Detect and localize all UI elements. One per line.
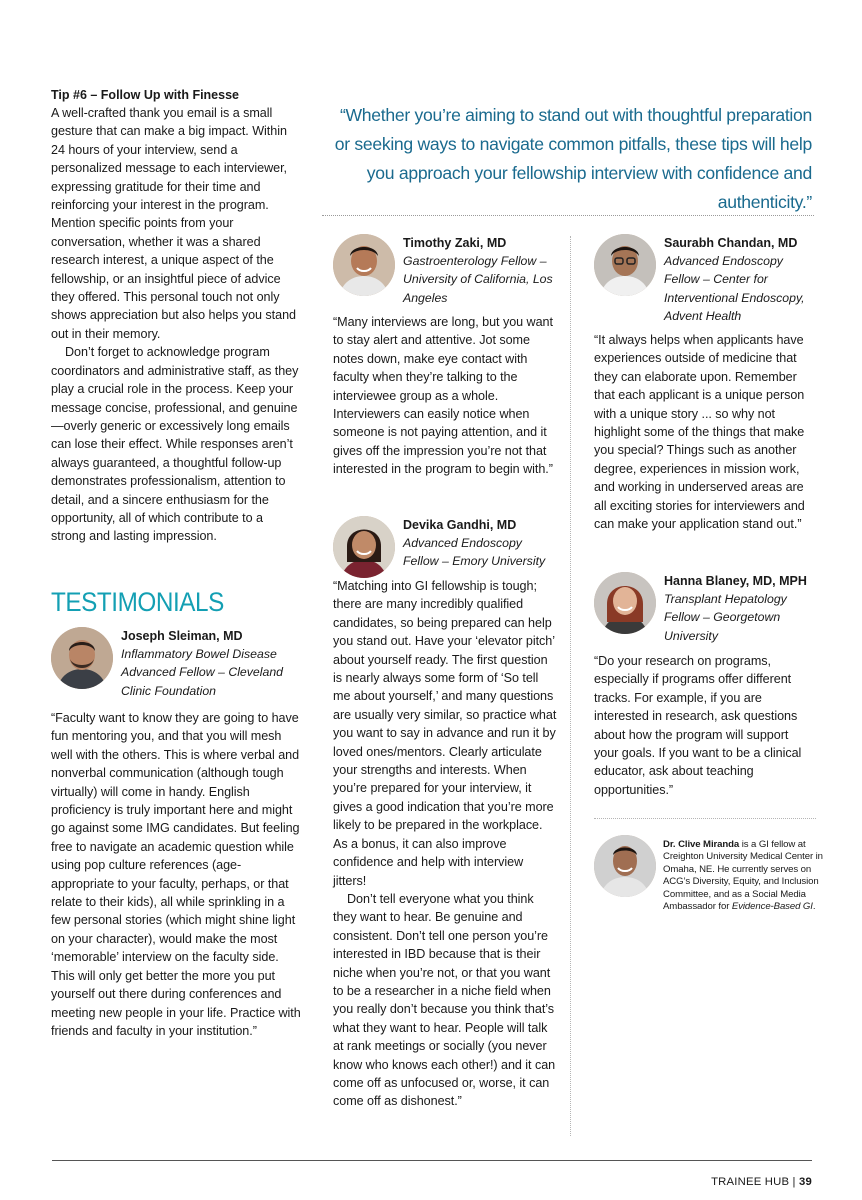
pull-quote: “Whether you’re aiming to stand out with thoughtful preparation or seeking ways to navigate common pitfalls, these tips will help you approach your fellowship interview with confidence and authenticity.” — [334, 105, 812, 212]
footer-rule — [52, 1160, 812, 1161]
author-bio-end: . — [812, 901, 816, 913]
testimonial-name: Devika Gandhi, MD — [403, 518, 517, 532]
footer-section: TRAINEE HUB — [711, 1176, 790, 1188]
avatar — [333, 516, 395, 578]
author-text — [663, 839, 823, 913]
testimonial-timothy-zaki — [333, 234, 557, 479]
testimonial-saurabh-chandan — [594, 234, 816, 533]
author-photo-icon — [594, 835, 656, 897]
testimonial-name: Hanna Blaney, MD, MPH — [664, 574, 807, 588]
testimonial-role: Advanced Endoscopy Fellow – Center for Interventional Endoscopy, Advent Health — [664, 254, 805, 324]
testimonial-name: Joseph Sleiman, MD — [121, 629, 243, 643]
author-name: Dr. Clive Miranda — [663, 839, 740, 850]
avatar — [594, 835, 656, 897]
divider — [322, 215, 814, 216]
testimonial-name: Saurabh Chandan, MD — [664, 236, 798, 250]
avatar — [333, 234, 395, 296]
testimonial-quote: “It always helps when applicants have experiences outside of medicine that they can elaborate upon. Remember that each applicant is a unique person with a unique story ... so why not highlight some of the things that make you special? Things such as another degree, experiences in mission work, and working in underserved areas are all exciting stories for interviewers and can make your application stand out.” — [594, 333, 805, 532]
avatar — [594, 234, 656, 296]
testimonial-role: Advanced Endoscopy Fellow – Emory University — [403, 536, 546, 569]
testimonial-role: Transplant Hepatology Fellow – Georgetown University — [664, 592, 787, 643]
footer-separator: | — [789, 1176, 800, 1188]
tip-paragraph-2: Don’t forget to acknowledge program coordinators and administrative staff, as they play a crucial role in the process. Keep your message concise, professional, and genuine—overly generic or excessively long emails can lose their effect. While responses aren’t always guaranteed, a thoughtful follow-up demonstrates professionalism, attention to detail, and a sincere enthusiasm for the opportunity, all of which contribute to a strong and lasting impression. — [51, 345, 299, 544]
testimonial-quote: “Many interviews are long, but you want to stay alert and attentive. Jot some notes down, make eye contact with faculty when they’re talking to the interviewee group as a whole. Interviewers can easily notice when someone is not paying attention, and it gives off the impression you’re not that interested in the program to begin with.” — [333, 315, 553, 477]
timothy-photo-icon — [333, 234, 395, 296]
testimonial-role: Gastroenterology Fellow – University of California, Los Angeles — [403, 254, 553, 305]
author-divider — [594, 818, 816, 819]
hanna-photo-icon — [594, 572, 656, 634]
saurabh-photo-icon — [594, 234, 656, 296]
testimonial-quote-continued: Don’t tell everyone what you think they want to hear. Be genuine and consistent. Don’t tell one person you’re interested in IBD because that is their niche when you’re not, or that you want to be a researcher in a niche field when you really don’t because you think that’s what they want to hear. People will talk at rank meetings or socially (you never know who knows each other!) and it can come off as unfocused or, worse, it can come off as dishonest.” — [333, 891, 556, 1109]
joseph-photo-icon — [51, 627, 113, 689]
tip-title: Tip #6 – Follow Up with Finesse — [51, 88, 239, 102]
testimonial-role: Inflammatory Bowel Disease Advanced Fellow – Cleveland Clinic Foundation — [121, 647, 284, 698]
author-publication: Evidence-Based GI — [731, 901, 813, 913]
column-divider — [570, 236, 571, 1136]
testimonial-hanna-blaney — [594, 572, 816, 799]
testimonial-quote: “Matching into GI fellowship is tough; there are many incredibly qualified candidates, so being prepared can help you stand out. Have your ‘elevator pitch’ about yourself ready. The first question is nearly always some form of ‘So tell me about yourself,’ and many questions are usually very similar, so practice what you want to say in advance and run it by loved ones/mentors. Clearly articulate your strengths and interests. When you’re prepared for your interview, it gives a good indication that you’re more likely to be prepared in the workplace. As a bonus, it can also improve confidence and help with interview jitters! — [333, 579, 557, 888]
avatar — [51, 627, 113, 689]
testimonial-devika-gandhi — [333, 516, 557, 1111]
author-bio-text: is a GI fellow at Creighton University Medical Center in Omaha, NE. He currently serves on ACG’s Diversity, Equity, and Inclusion Committee, and as a Social Media Ambassador for — [663, 839, 823, 913]
testimonial-quote: “Do your research on programs, especially if programs offer different tracks. For example, if you are interested in research, ask questions about how the program will support your goals. If you want to be a clinical educator, ask about teaching opportunities.” — [594, 654, 802, 797]
testimonial-joseph-sleiman — [51, 627, 301, 1040]
avatar — [594, 572, 656, 634]
testimonials-heading: TESTIMONIALS — [51, 587, 224, 617]
devika-photo-icon — [333, 516, 395, 578]
page-number: 39 — [799, 1176, 812, 1188]
tip-paragraph-1: A well-crafted thank you email is a small gesture that can make a big impact. Within 24 hours of your interview, send a personalized message to each interviewer, expressing gratitude for their time and reinforcing your interest in the program. Mention specific points from your conversation, whether it was a shared research interest, a unique aspect of the fellowship, or an insightful piece of advice they offered. This personal touch not only shows appreciation but also helps you stand out in their memory. — [51, 106, 296, 341]
page-footer — [711, 1176, 812, 1188]
testimonial-name: Timothy Zaki, MD — [403, 236, 507, 250]
testimonial-quote: “Faculty want to know they are going to have fun mentoring you, and that you will mesh well with the others. This is where verbal and nonverbal communication (although tough virtually) will come in handy. English proficiency is truly important here and might go against some IMG candidates. But feeling free to navigate an academic question while using pop culture references (age-appropriate to your faculty, perhaps, or that relate to their kids), all while sprinkling in a few personal stories (which might shine light on your character), would make the most ‘memorable’ interview on the faculty side. This will only get better the more you put yourself out there during conferences and meeting new people in your life. Practice with friends and faculty in your institution.” — [51, 711, 301, 1038]
tip-section — [51, 86, 301, 546]
